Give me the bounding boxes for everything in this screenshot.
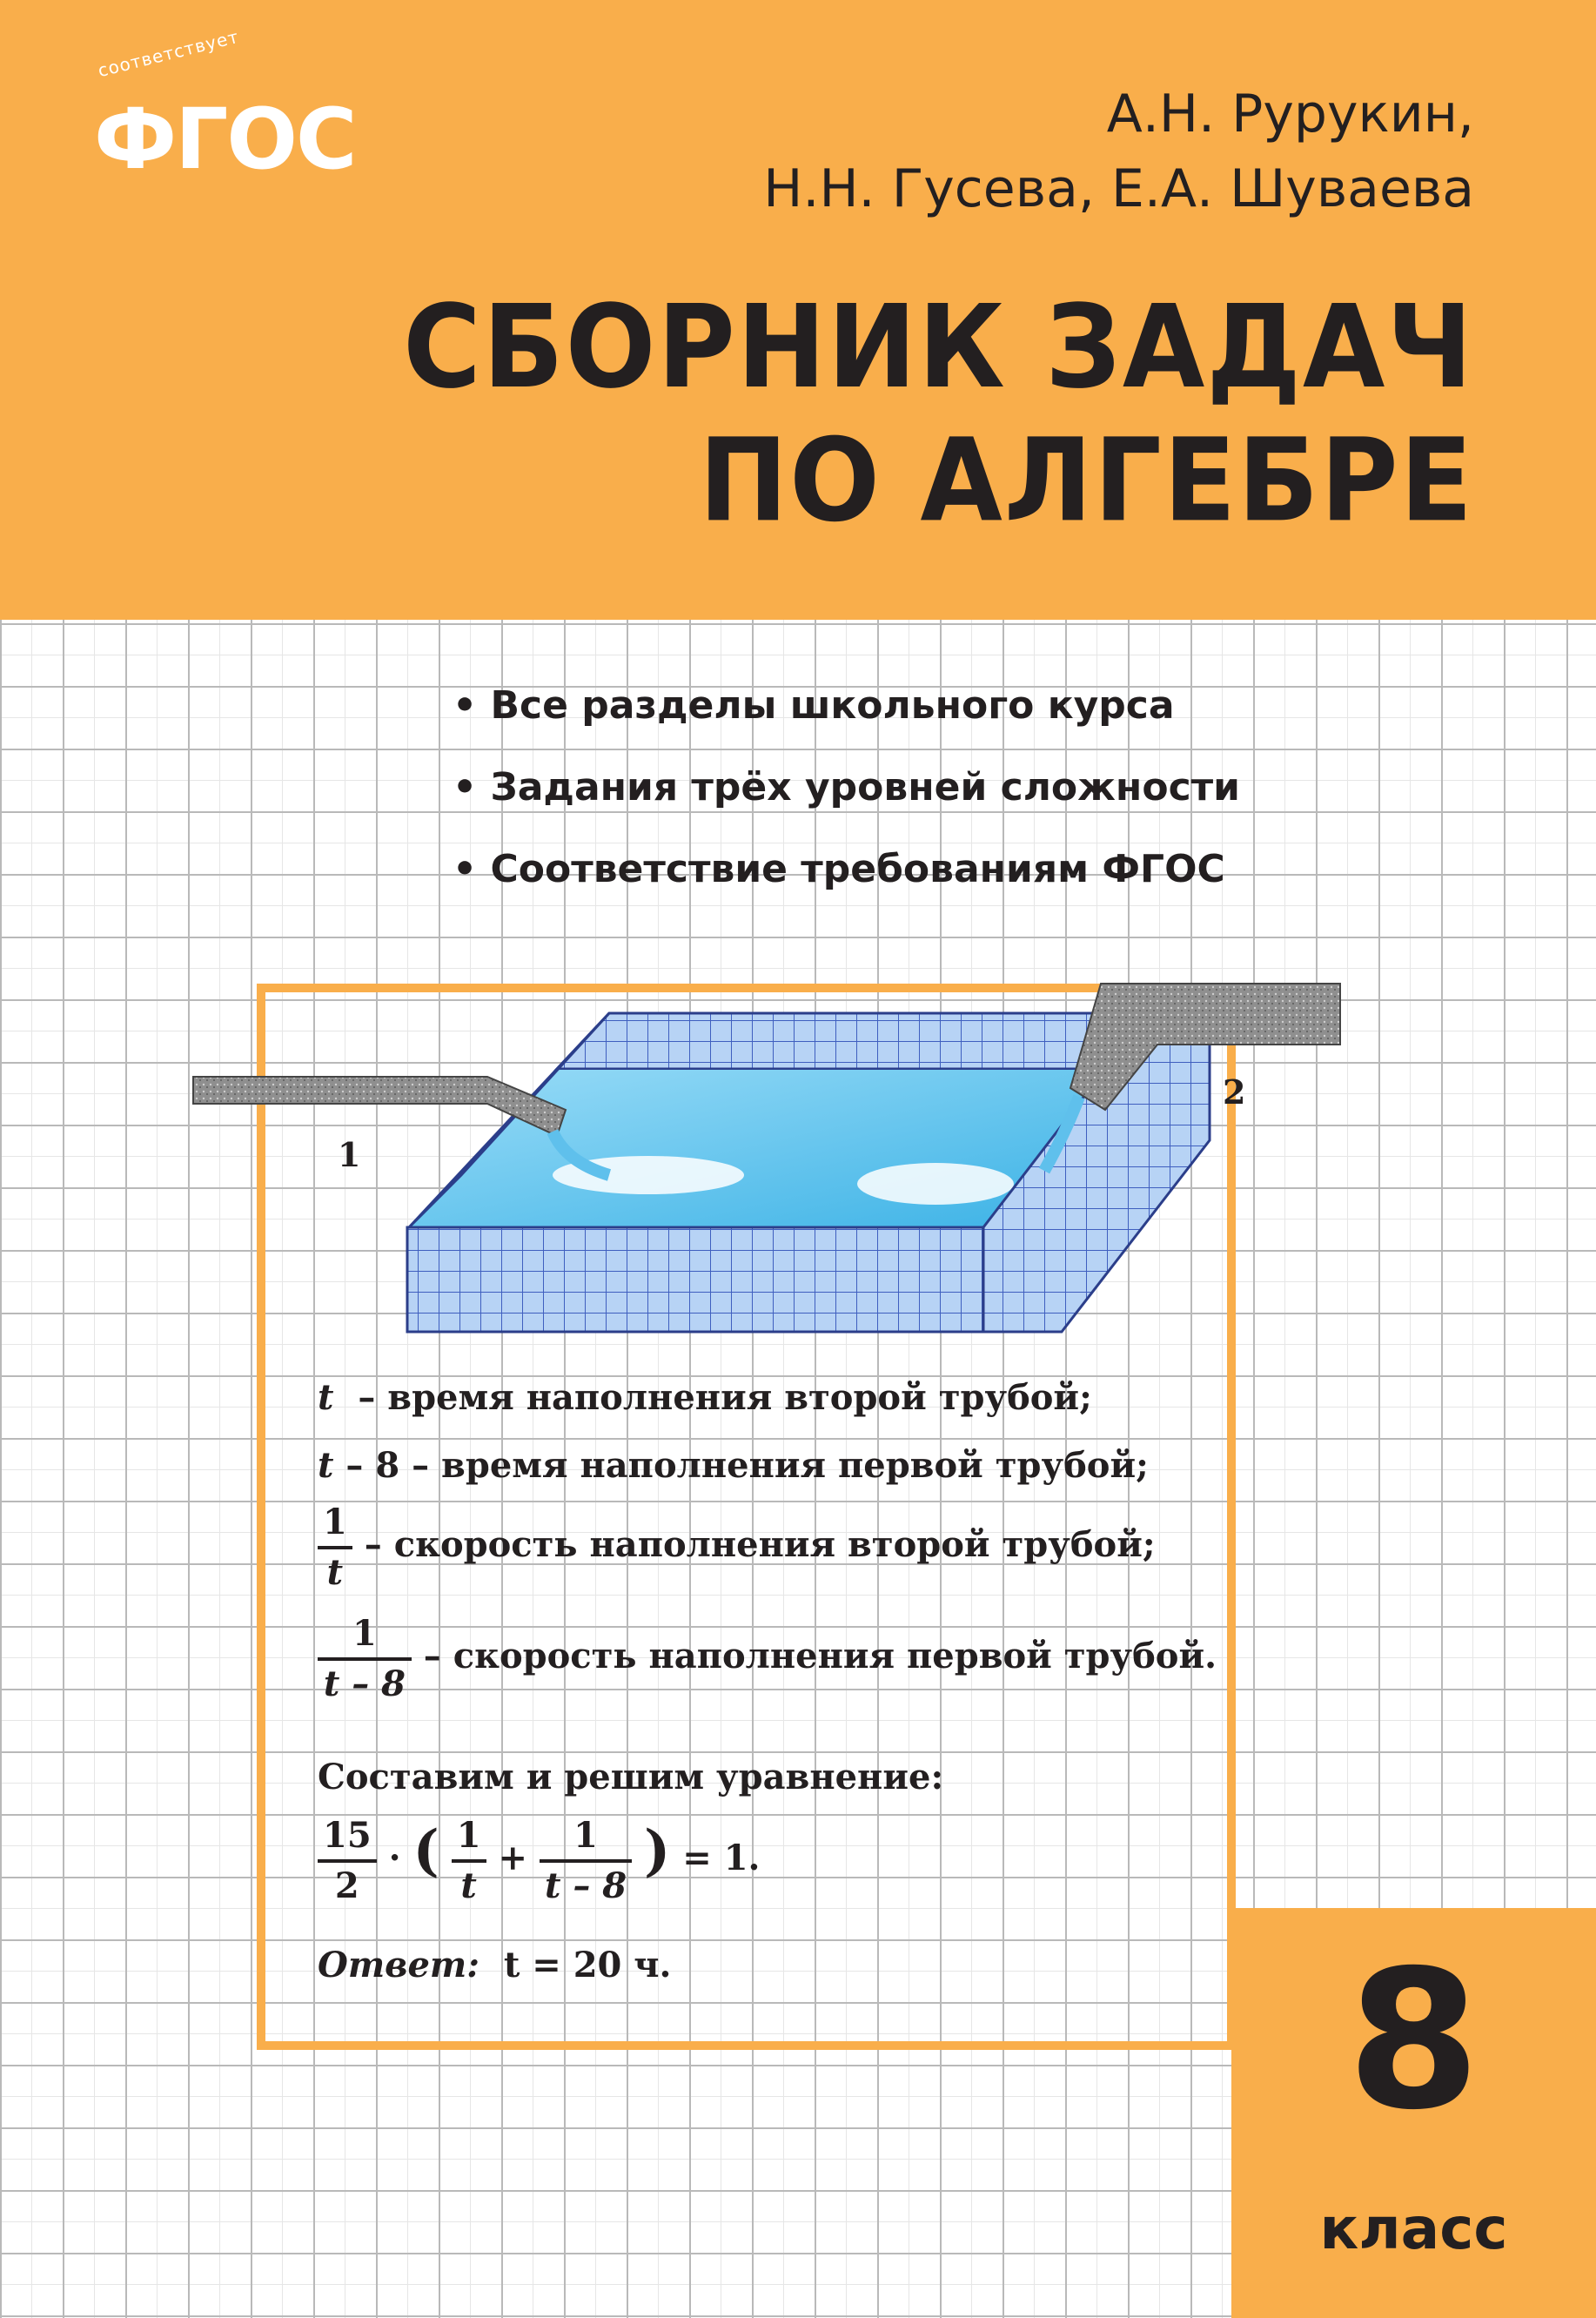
fraction-denominator: t – 8 — [323, 1663, 406, 1704]
answer-label: Ответ: — [318, 1945, 479, 1985]
pipe-2-label: 2 — [1223, 1072, 1246, 1112]
pipe-1-label: 1 — [338, 1135, 361, 1174]
water-splash — [857, 1163, 1014, 1205]
answer-line — [318, 1945, 671, 1985]
grade-badge — [1231, 1908, 1596, 2318]
feature-item: • Все разделы школьного курса — [453, 675, 1240, 757]
fraction-numerator: 1 — [318, 1499, 352, 1549]
fraction — [540, 1812, 632, 1910]
line-text: – время наполнения второй трубой; — [358, 1377, 1092, 1418]
solution-line-3 — [318, 1499, 1156, 1596]
title-line-1: СБОРНИК ЗАДАЧ — [403, 280, 1474, 414]
equation-intro: Составим и решим уравнение: — [318, 1757, 944, 1797]
line-text: – скорость наполнения первой трубой. — [423, 1636, 1217, 1676]
feature-list — [453, 675, 1240, 921]
feature-item: • Соответствие требованиям ФГОС — [453, 839, 1240, 921]
fraction — [318, 1812, 377, 1910]
author-line-2: Н.Н. Гусева, Е.А. Шуваева — [763, 158, 1474, 219]
fraction-denominator: t — [460, 1865, 477, 1906]
fraction-numerator: 1 — [540, 1812, 632, 1863]
line-text: – время наполнения первой трубой; — [412, 1445, 1149, 1486]
fraction-denominator: t — [326, 1552, 344, 1593]
solution-line-1 — [318, 1377, 1092, 1418]
pool-back-wall — [557, 1013, 1157, 1069]
open-paren: ( — [412, 1818, 439, 1884]
answer-value: t = 20 ч. — [503, 1945, 672, 1985]
grade-label: класс — [1319, 2195, 1508, 2262]
fraction-numerator: 1 — [318, 1610, 412, 1661]
author-line-1: А.Н. Рурукин, — [1106, 84, 1474, 144]
solution-line-2 — [318, 1445, 1149, 1486]
fraction-numerator: 15 — [318, 1812, 377, 1863]
grade-number: 8 — [1346, 1929, 1481, 2152]
fraction — [318, 1610, 412, 1708]
expression: – 8 — [345, 1445, 400, 1486]
fraction-denominator: 2 — [334, 1865, 359, 1906]
multiply-sign: · — [388, 1838, 401, 1878]
fgos-logo — [94, 25, 356, 209]
fraction-denominator: t – 8 — [544, 1865, 627, 1906]
fraction-numerator: 1 — [452, 1812, 486, 1863]
pool-illustration — [0, 957, 1596, 1375]
title-line-2: ПО АЛГЕБРЕ — [699, 413, 1474, 548]
equation-result: = 1. — [682, 1838, 761, 1878]
feature-item: • Задания трёх уровней сложности — [453, 757, 1240, 839]
logo-main-text: ФГОС — [94, 91, 356, 188]
fraction — [318, 1499, 352, 1596]
solution-line-4 — [318, 1610, 1217, 1708]
close-paren: ) — [644, 1818, 671, 1884]
plus-sign: + — [498, 1838, 527, 1878]
line-text: – скорость наполнения второй трубой; — [364, 1524, 1156, 1565]
pool-front-wall — [407, 1227, 983, 1332]
variable-t: t — [318, 1445, 334, 1486]
authors — [763, 77, 1474, 226]
equation — [318, 1812, 760, 1910]
fraction — [452, 1812, 486, 1910]
book-title — [403, 280, 1474, 548]
logo-ring-text: соответствует — [96, 25, 241, 82]
variable-t: t — [318, 1377, 334, 1418]
